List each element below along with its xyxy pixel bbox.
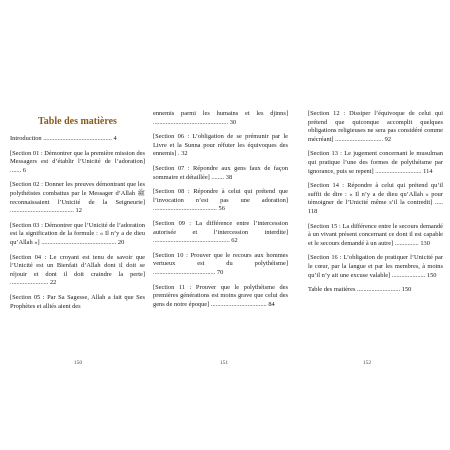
toc-entry: [Section 16 : L’obligation de pratiquer l’Unicité par le cœur, par la langue et par les membres, à moins qu’il n’y ait une excuse valable] ..................... 150: [308, 254, 443, 279]
toc-entry: [Section 08 : Répondre à celui qui prétend que l’invocation n’est pas une adoration] ........................................ 56: [153, 188, 288, 213]
toc-entry: [Section 14 : Répondre à celui qui prétend qu’il suffit de dire : « Il n’y a de dieu qu’Allah » pour témoigner de l’Unicité même s’il la contredit] ..... 118: [308, 182, 443, 215]
toc-entry: [Section 09 : La différence entre l’intercession autorisée et l’intercession interdite] ................................................ 62: [153, 219, 288, 245]
toc-entry: [Section 01 : Démontrer que la première mission des Messagers est d’établir l’Unicité de l’adoration] ....... 6: [10, 149, 145, 174]
page-number: 150: [73, 360, 83, 366]
toc-entry: Introduction ........................................... 4: [10, 135, 117, 142]
toc-entry: [Section 12 : Dissiper l’équivoque de celui qui prétend que quiconque accomplit quelques obligations religieuses ne sera pas considéré comme mécréant] .............................. 92: [308, 110, 443, 143]
toc-entry: [Section 07 : Répondre aux gens faux de façon sommaire et détaillée] ........ 38: [153, 164, 288, 181]
toc-entry: [Section 05 : Par Sa Sagesse, Allah a fait que Ses Prophètes et alliés aient des: [10, 293, 145, 310]
toc-entry: [Section 03 : Démontrer que l’Unicité de l’adoration est la signification de la formule : « Il n’y a de dieu qu’Allah »] ............................................... 20: [10, 221, 145, 246]
toc-title: Table des matières: [38, 116, 117, 127]
toc-entry: ennemis parmi les humains et les djinns] ............................................... 30: [153, 110, 288, 126]
toc-entry: [Section 10 : Prouver que le recours aux hommes vertueux est du polythéisme] ....................................... 70: [153, 251, 288, 276]
page-right: [308, 110, 443, 370]
page-left: [10, 110, 145, 370]
page-number: 152: [362, 360, 372, 366]
page-number: 151: [219, 360, 229, 366]
toc-entry: Table des matières ........................... 150: [308, 286, 412, 294]
toc-entry: [Section 15 : La différence entre le secours demandé à un vivant présent concernant ce dont il est capable et le secours demandé à un autre] ............... 130: [308, 222, 443, 247]
toc-entry: [Section 06 : L’obligation de se prémunir par le Livre et la Sunna pour réfuter les équivoques des ennemis] . 32: [153, 133, 288, 158]
toc-entry: [Section 02 : Donner les preuves démontrant que les polythéistes combattus par le Messager d’Allah ﷺ reconnaissaient l’Unicité de la Seigneurie] ........................................ 12: [10, 181, 145, 215]
page-middle: [153, 110, 288, 370]
toc-entry: [Section 13 : Le jugement concernant le musulman qui pratique l’une des formes de polythéisme par ignorance, puis se repent] ............................. 114: [308, 150, 443, 175]
toc-entry: [Section 11 : Prouver que le polythéisme des premières générations est moins grave que celui des gens de notre époque] ................................... 84: [153, 283, 288, 308]
toc-entry: [Section 04 : Le croyant est tenu de savoir que l’Unicité est un Bienfait d’Allah dont il doit se réjouir et dont il doit craindre la perte] ........................ 22: [10, 253, 145, 287]
